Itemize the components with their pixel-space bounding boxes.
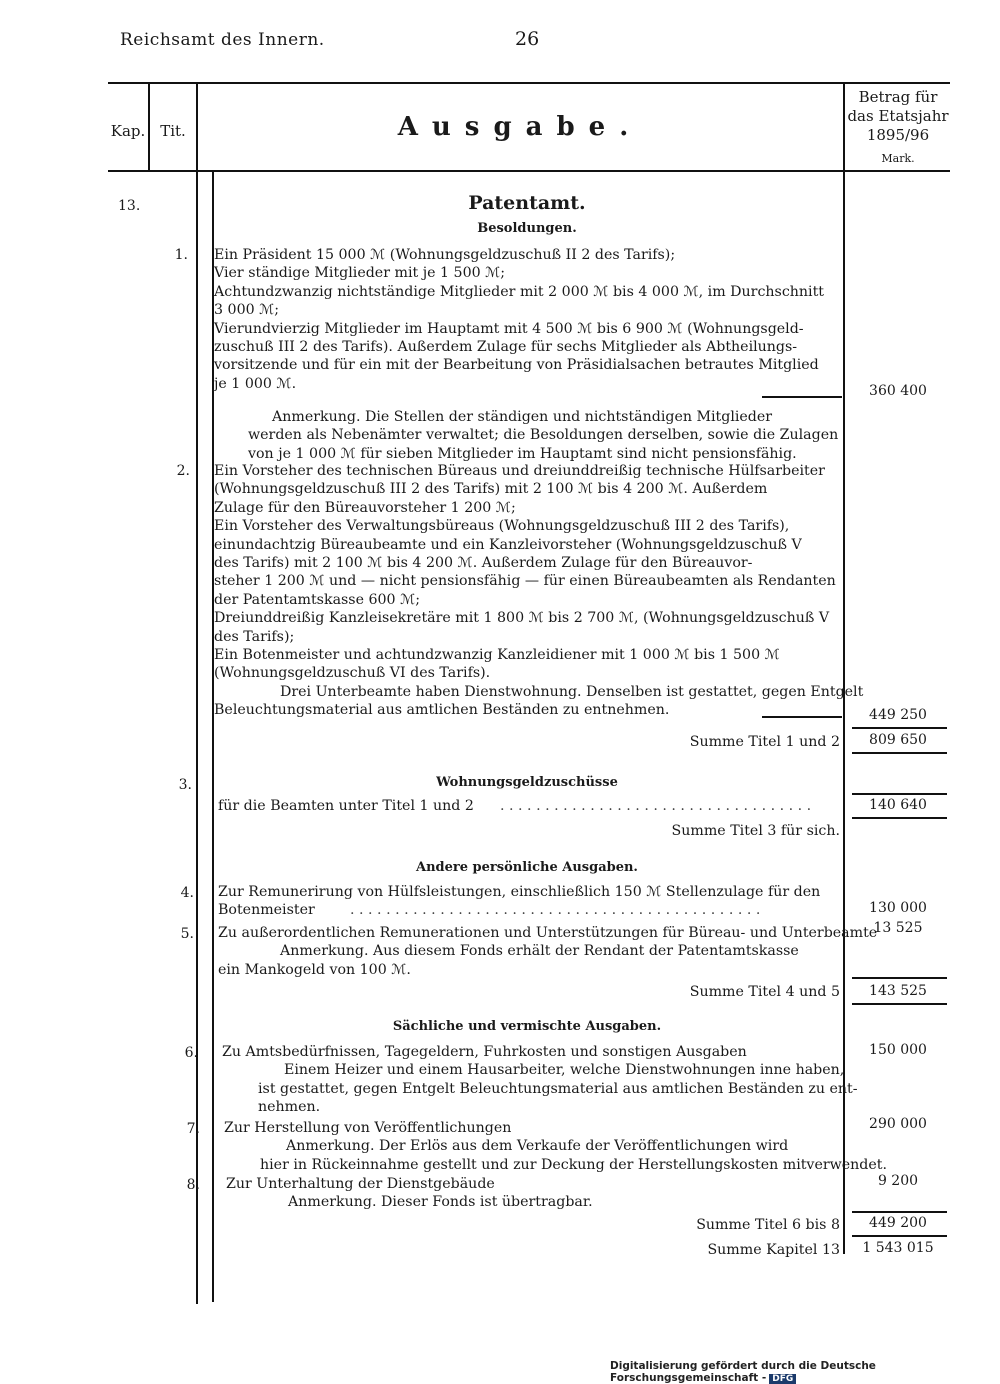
chapter-title: Patentamt. — [468, 192, 586, 214]
chapter-number: 13. — [118, 198, 141, 214]
sum-label-t6-8: Summe Titel 6 bis 8 — [696, 1217, 840, 1233]
amount-titel-1: 360 400 — [869, 383, 927, 399]
titel-4-text: Zur Remunerirung von Hülfsleistungen, einschließlich 150 ℳ Stellenzulage für den Botenmeister — [218, 884, 821, 919]
page-number: 26 — [515, 28, 540, 50]
betrag-line-2: das Etatsjahr — [847, 107, 949, 125]
section-besoldungen: Besoldungen. — [477, 221, 577, 236]
running-header: Reichsamt des Innern. — [120, 30, 325, 50]
titel-2-text: Ein Vorsteher des technischen Büreaus und dreiunddreißig technische Hülfsarbeiter (Wohnungsgeldzuschuß III 2 des Tarifs) mit 2 100 ℳ bis 4 200 ℳ. Außerdem Zulage für den Büreauvorsteher 1 200 ℳ; Ein Vorsteher des Verwaltungsbüreaus (Wohnungsgeldzuschuß III 2 des Tarifs), einundachtzig Büreaubeamte und ein Kanzleivorsteher (Wohnungsgeldzuschuß V des Tarifs) mit 2 100 ℳ bis 4 200 ℳ. Außerdem Zulage für den Büreauvor- steher 1 200 ℳ und — nicht pensionsfähig — für einen Büreaubeamten als Rendanten der Patentamtskasse 600 ℳ; Dreiunddreißig Kanzleisekretäre mit 1 800 ℳ bis 2 700 ℳ, (Wohnungsgeldzuschuß V des Tarifs); Ein Botenmeister und achtundzwanzig Kanzleidiener mit 1 000 ℳ bis 1 500 ℳ (Wohnungsgeldzuschuß VI des Tarifs). Drei Unterbeamte haben Dienstwohnung. Denselben ist gestattet, gegen Entgelt Beleuchtungsmaterial aus amtlichen Beständen zu entnehmen. — [214, 463, 864, 719]
sum-amount-kapitel: 1 543 015 — [862, 1240, 934, 1256]
table-top-rule — [108, 82, 950, 84]
sum-rule — [852, 817, 947, 819]
subtotal-rule — [762, 396, 842, 398]
amount-titel-7: 290 000 — [869, 1116, 927, 1132]
amount-titel-6: 150 000 — [869, 1042, 927, 1058]
titel-6-text: Zu Amtsbedürfnissen, Tagegeldern, Fuhrkosten und sonstigen Ausgaben Einem Heizer und einem Hausarbeiter, welche Dienstwohnungen inne haben, ist gestattet, gegen Entgelt Beleuchtungsmaterial aus amtlichen Beständen zu ent- nehmen. — [222, 1044, 858, 1116]
sum-amount-t6-8: 449 200 — [869, 1215, 927, 1231]
sum-rule — [852, 727, 947, 729]
amount-titel-5: 13 525 — [873, 920, 923, 936]
sum-amount-t4-5: 143 525 — [869, 983, 927, 999]
titel-8-text: Zur Unterhaltung der Dienstgebäude Anmerkung. Dieser Fonds ist übertragbar. — [226, 1176, 593, 1211]
digitization-footer — [610, 1360, 1000, 1384]
sum-rule — [852, 793, 947, 795]
sum-rule — [852, 1235, 947, 1237]
titel-number: 6. — [184, 1045, 198, 1061]
sum-rule — [852, 1003, 947, 1005]
amount-titel-2: 449 250 — [869, 707, 927, 723]
footer-text: Digitalisierung gefördert durch die Deutsche Forschungsgemeinschaft - — [610, 1360, 876, 1384]
betrag-unit: Mark. — [881, 152, 915, 165]
subtotal-rule — [762, 716, 842, 718]
titel-number: 3. — [178, 777, 192, 793]
titel-1-text: Ein Präsident 15 000 ℳ (Wohnungsgeldzuschuß II 2 des Tarifs); Vier ständige Mitglieder mit je 1 500 ℳ; Achtundzwanzig nichtständige Mitglieder mit 2 000 ℳ bis 4 000 ℳ, im Durchschnitt 3 000 ℳ; Vierundvierzig Mitglieder im Hauptamt mit 4 500 ℳ bis 6 900 ℳ (Wohnungsgeld- zuschuß III 2 des Tarifs). Außerdem Zulage für sechs Mitglieder als Abtheilungs- vorsitzende und für ein mit der Bearbeitung von Präsidialsachen betrautes Mitglied je 1 000 ℳ. — [214, 247, 824, 392]
titel-number: 2. — [176, 463, 190, 479]
section-wohnungsgeld: Wohnungsgeldzuschüsse — [436, 775, 618, 790]
titel-number: 5. — [180, 926, 194, 942]
sum-label-t4-5: Summe Titel 4 und 5 — [689, 984, 840, 1000]
sum-amount-t1-2: 809 650 — [869, 732, 927, 748]
betrag-line-3: 1895/96 — [866, 126, 930, 144]
amount-titel-4: 130 000 — [869, 900, 927, 916]
section-saechliche: Sächliche und vermischte Ausgaben. — [392, 1019, 662, 1034]
titel-number: 8. — [186, 1177, 200, 1193]
table-title: Ausgabe. — [397, 112, 643, 142]
sum-label-t1-2: Summe Titel 1 und 2 — [689, 734, 840, 750]
dot-leader: . . . . . . . . . . . . . . . . . . . . . . . . . . . . . . . . . . . — [500, 798, 812, 814]
betrag-header — [843, 88, 953, 168]
section-andere: Andere persönliche Ausgaben. — [416, 860, 638, 875]
betrag-line-1: Betrag für — [858, 88, 938, 106]
titel-5-text: Zu außerordentlichen Remunerationen und Unterstützungen für Büreau- und Unterbeamte Anmerkung. Aus diesem Fonds erhält der Rendant der Patentamtskasse ein Mankogeld von 100 ℳ. — [218, 925, 878, 978]
titel-number: 4. — [180, 885, 194, 901]
sum-rule — [852, 752, 947, 754]
sum-rule — [852, 977, 947, 979]
sum-label-t3: Summe Titel 3 für sich. — [671, 823, 840, 839]
dfg-logo: DFG — [769, 1374, 796, 1384]
titel-3-text: für die Beamten unter Titel 1 und 2 — [218, 798, 474, 814]
kap-header: Kap. — [110, 122, 146, 140]
dot-leader: . . . . . . . . . . . . . . . . . . . . . . . . . . . . . . . . . . . . . . . . . . . . . . — [350, 902, 761, 918]
titel-number: 7. — [186, 1121, 200, 1137]
amount-titel-3: 140 640 — [869, 797, 927, 813]
sum-label-kapitel: Summe Kapitel 13 — [707, 1242, 840, 1258]
titel-7-text: Zur Herstellung von Veröffentlichungen Anmerkung. Der Erlös aus dem Verkaufe der Veröffentlichungen wird hier in Rückeinnahme gestellt und zur Deckung der Herstellungskosten mitverwendet. — [224, 1120, 887, 1173]
sum-rule — [852, 1211, 947, 1213]
titel-1-note: Anmerkung. Die Stellen der ständigen und nichtständigen Mitglieder werden als Nebenämter verwaltet; die Besoldungen derselben, sowie die Zulagen von je 1 000 ℳ für sieben Mitglieder im Hauptamt sind nicht pensionsfähig. — [248, 409, 839, 462]
tit-header: Tit. — [160, 122, 186, 140]
titel-number: 1. — [174, 247, 188, 263]
amount-titel-8: 9 200 — [877, 1173, 919, 1189]
table-header-rule — [108, 170, 950, 172]
